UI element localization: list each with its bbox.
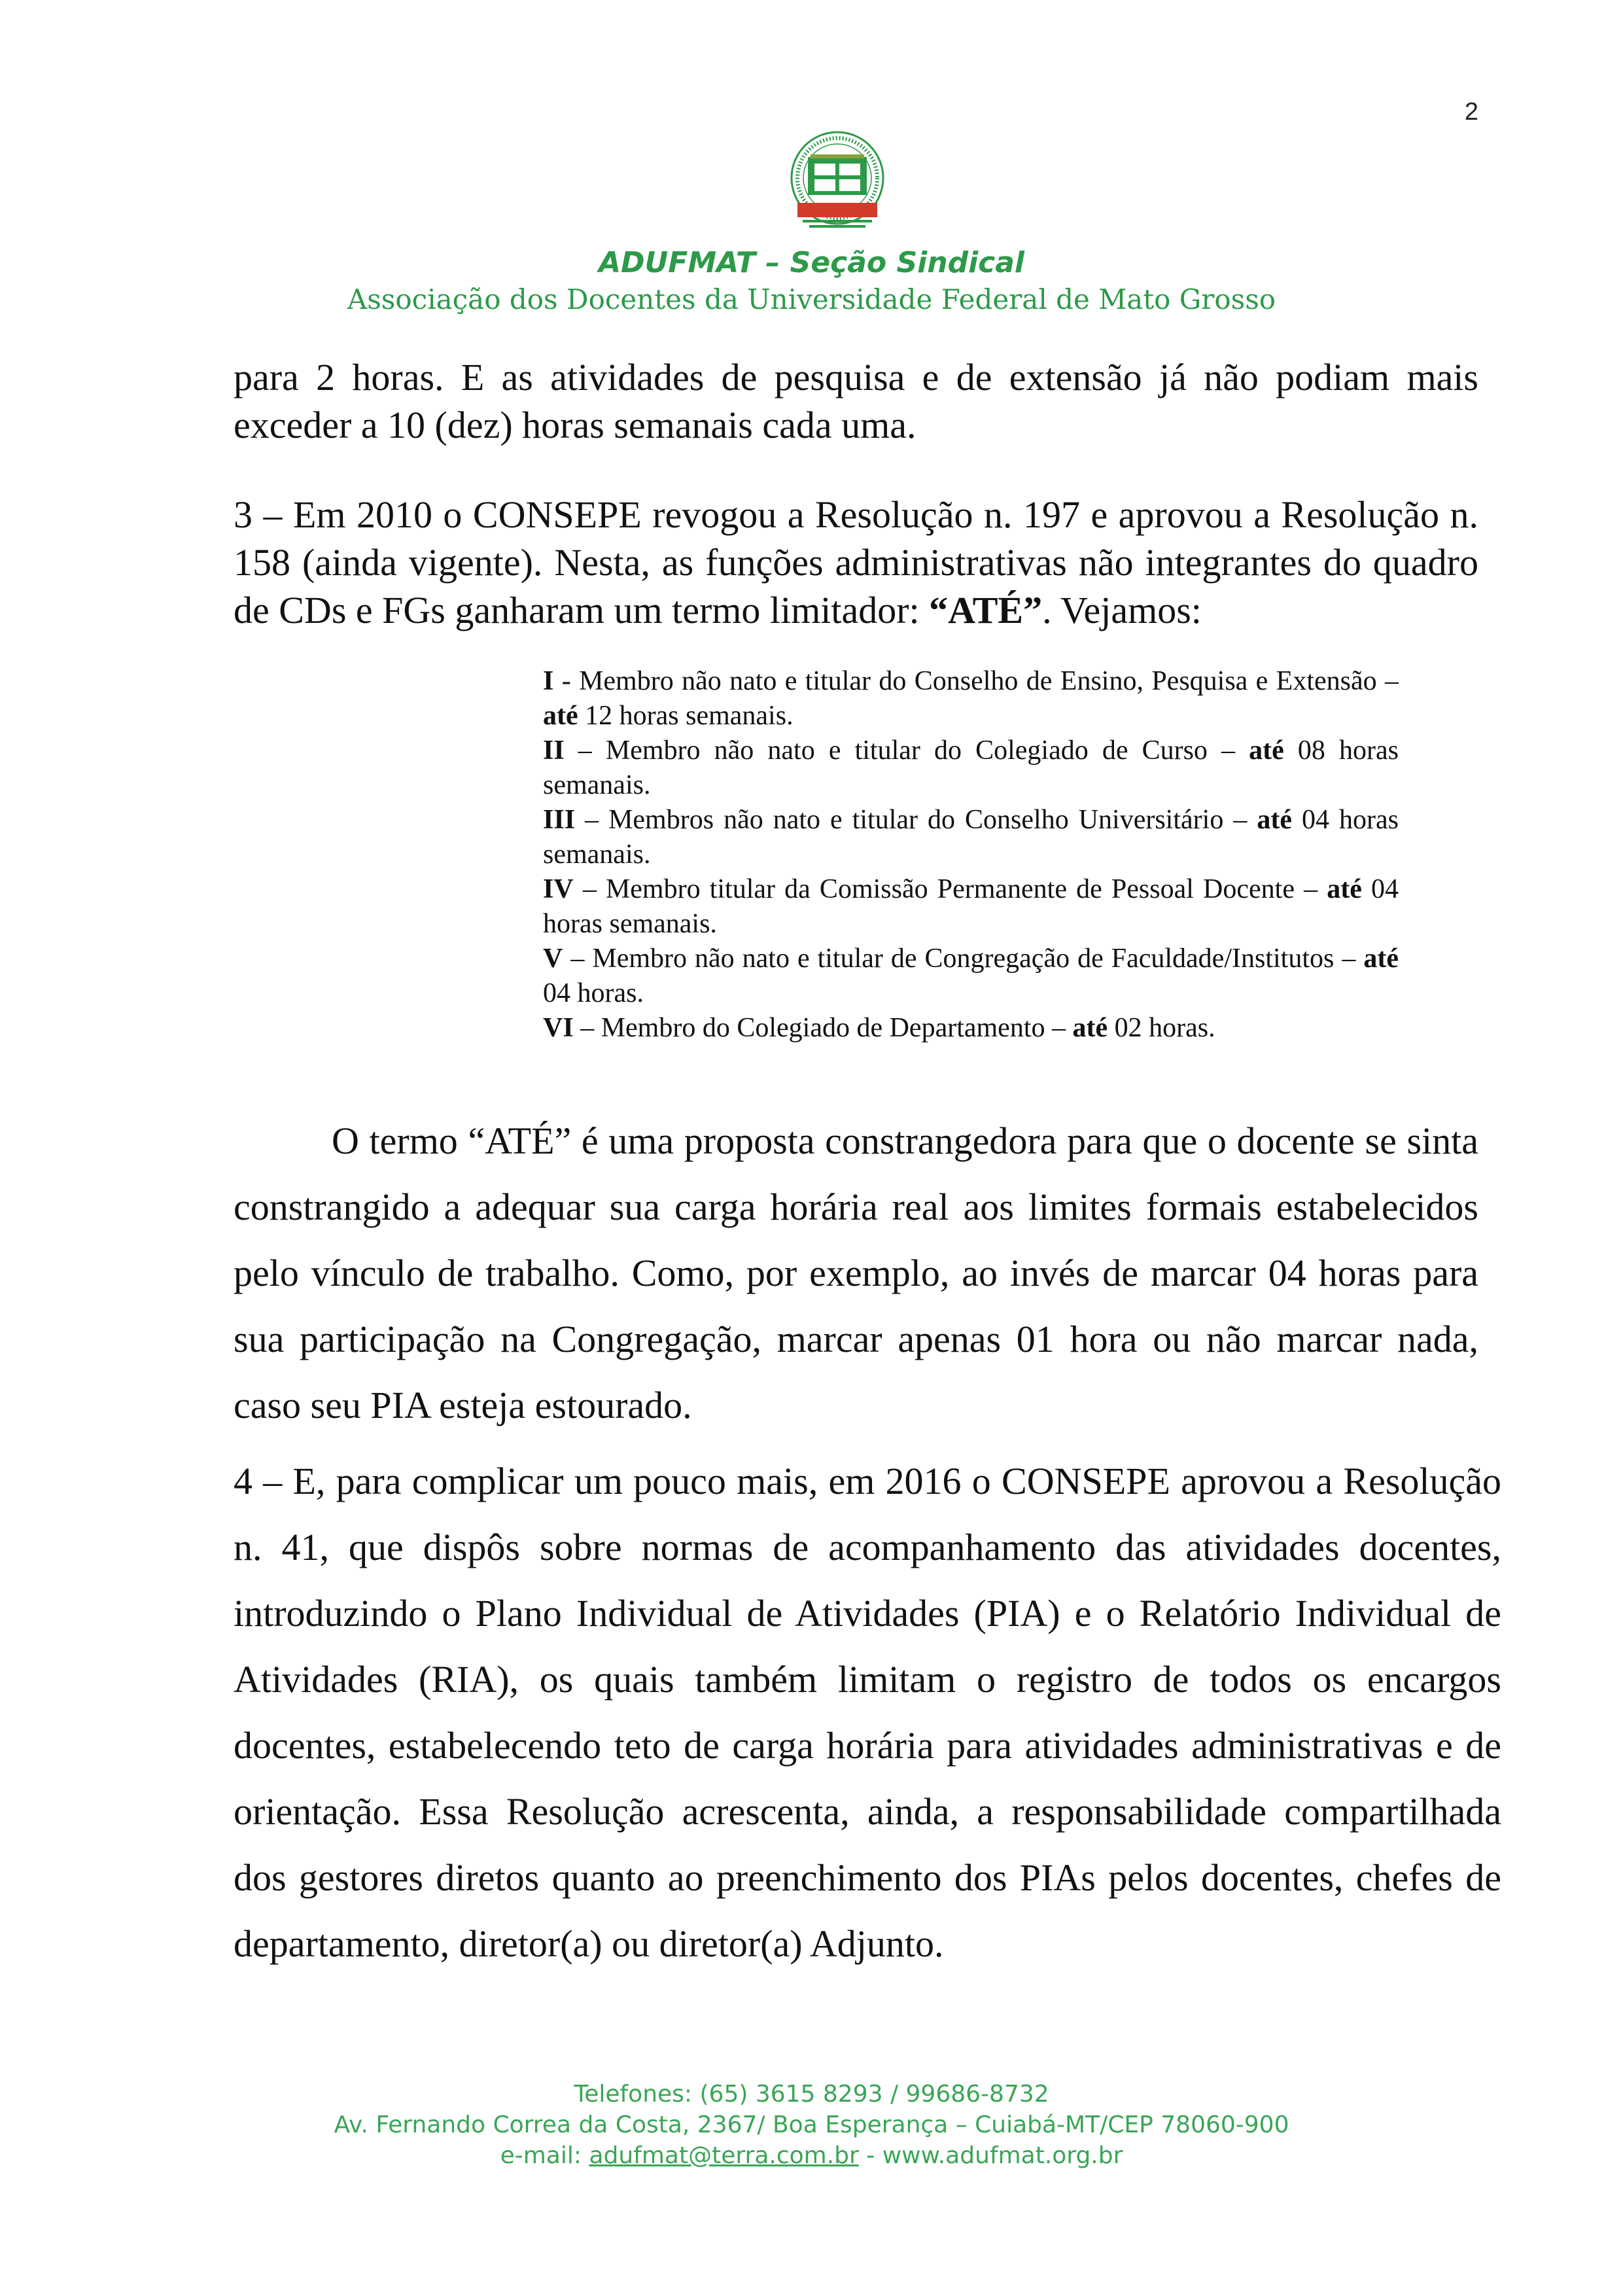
resolution-quote [543, 664, 1399, 1046]
item-ate: até [1327, 874, 1362, 904]
item-hours: 02 horas. [1108, 1013, 1215, 1043]
quote-item [543, 664, 1399, 733]
paragraph-2 [234, 491, 1478, 634]
item-hours: 04 horas semanais. [543, 874, 1399, 939]
adufmat-logo [788, 131, 886, 245]
item-text: - Membro não nato e titular do Conselho de Ensino, Pesquisa e Extensão – [553, 666, 1399, 696]
footer-phones: Telefones: (65) 3615 8293 / 99686-8732 [574, 2081, 1049, 2108]
item-ate: até [1363, 944, 1399, 974]
item-text: – Membro do Colegiado de Departamento – [573, 1013, 1073, 1043]
item-ate: até [1257, 805, 1292, 835]
ate-term: “ATÉ” [929, 589, 1043, 631]
paragraph-3: O termo “ATÉ” é uma proposta constrangedora para que o docente se sinta constrangido a adequar sua carga horária real aos limites formais estabelecidos pelo vínculo de trabalho. Como, por exemplo, ao invés de marcar 04 horas para sua participação na Congregação, marcar apenas 01 hora ou não marcar nada, caso seu PIA esteja estourado. [234, 1120, 1478, 1426]
item-hours: 08 horas semanais. [543, 735, 1399, 800]
paragraph-4: 4 – E, para complicar um pouco mais, em 2016 o CONSEPE aprovou a Resolução n. 41, que dispôs sobre normas de acompanhamento das atividades docentes, introduzindo o Plano Individual de Atividades (PIA) e o Relatório Individual de Atividades (RIA), os quais também limitam o registro de todos os encargos docentes, estabelecendo teto de carga horária para atividades administrativas e de orientação. Essa Resolução acrescenta, ainda, a responsabilidade compartilhada dos gestores diretos quanto ao preenchimento dos PIAs pelos docentes, chefes de departamento, diretor(a) ou diretor(a) Adjunto. [234, 1460, 1501, 1965]
item-ate: até [543, 701, 578, 731]
org-name: ADUFMAT – Seção Sindical [598, 246, 1025, 279]
paragraph-1: para 2 horas. E as atividades de pesquisa e de extensão já não podiam mais exceder a 10 (dez) horas semanais cada uma. [234, 356, 1478, 446]
paragraph-2-text: 3 – Em 2010 o CONSEPE revogou a Resolução n. 197 e aprovou a Resolução n. 158 (ainda vigente). Nesta, as funções administrativas não integrantes do quadro de CDs e FGs ganharam um termo limitador: [234, 493, 1478, 631]
item-number: IV [543, 874, 574, 904]
item-number: VI [543, 1013, 574, 1043]
quote-item [543, 872, 1399, 942]
item-text: – Membro titular da Comissão Permanente de Pessoal Docente – [573, 874, 1327, 904]
footer-contact [0, 2142, 1623, 2169]
item-text: – Membro não nato e titular de Congregação de Faculdade/Institutos – [563, 944, 1364, 974]
quote-item [543, 803, 1399, 872]
quote-item [543, 733, 1399, 803]
item-text: – Membro não nato e titular do Colegiado de Curso – [564, 735, 1249, 766]
item-number: III [543, 805, 576, 835]
item-hours: 04 horas. [543, 978, 644, 1008]
item-ate: até [1249, 735, 1284, 766]
quote-item [543, 942, 1399, 1011]
email-link[interactable]: adufmat@terra.com.br [589, 2142, 859, 2169]
website-link[interactable]: www.adufmat.org.br [882, 2142, 1123, 2169]
footer-address: Av. Fernando Correa da Costa, 2367/ Boa Esperança – Cuiabá-MT/CEP 78060-900 [334, 2111, 1289, 2138]
item-number: II [543, 735, 565, 766]
footer-separator: - [858, 2142, 882, 2169]
item-ate: até [1072, 1013, 1108, 1043]
item-number: V [543, 944, 563, 974]
item-number: I [543, 666, 554, 696]
email-label: e-mail: [500, 2142, 589, 2169]
paragraph-2-end: . Vejamos: [1042, 589, 1202, 631]
page-number: 2 [1464, 98, 1478, 126]
item-hours: 04 horas semanais. [543, 805, 1399, 870]
item-hours: 12 horas semanais. [578, 701, 794, 731]
org-full-name: Associação dos Docentes da Universidade Federal de Mato Grosso [347, 283, 1276, 315]
quote-item [543, 1011, 1399, 1046]
item-text: – Membros não nato e titular do Conselho Universitário – [575, 805, 1257, 835]
